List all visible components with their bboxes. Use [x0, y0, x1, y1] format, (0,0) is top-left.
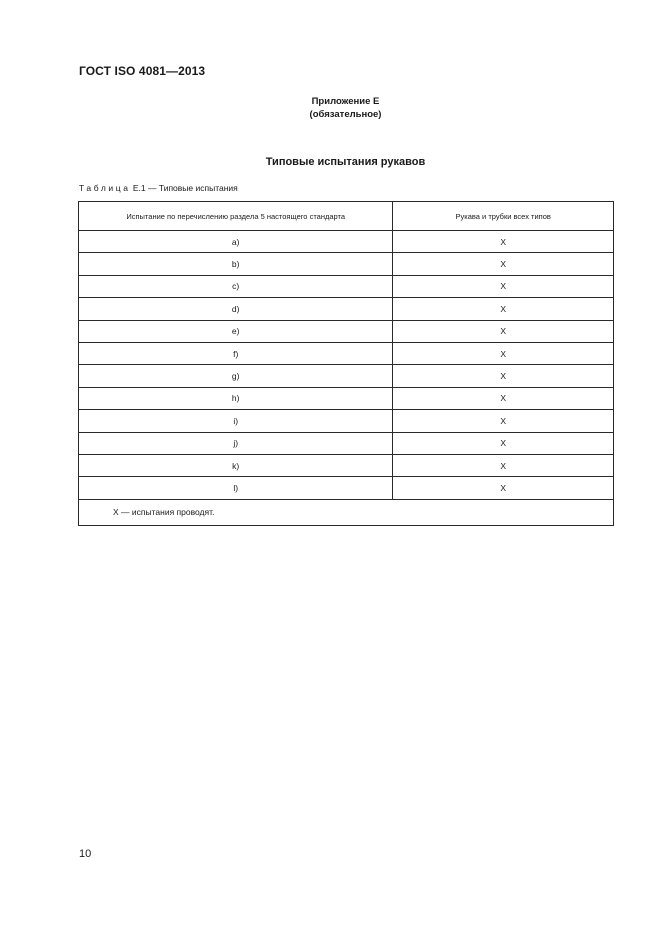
- test-clause-cell: f): [79, 342, 393, 364]
- test-clause-cell: d): [79, 298, 393, 320]
- applicability-cell: X: [393, 410, 614, 432]
- applicability-cell: X: [393, 298, 614, 320]
- table-note-row: [79, 499, 614, 525]
- test-clause-cell: g): [79, 365, 393, 387]
- test-clause-cell: k): [79, 454, 393, 476]
- table-row: [79, 342, 614, 364]
- table-header-row: [79, 202, 614, 231]
- applicability-cell: X: [393, 477, 614, 499]
- test-clause-cell: l): [79, 477, 393, 499]
- table-row: [79, 454, 614, 476]
- applicability-cell: X: [393, 365, 614, 387]
- applicability-cell: X: [393, 231, 614, 253]
- applicability-cell: X: [393, 387, 614, 409]
- test-clause-cell: i): [79, 410, 393, 432]
- table-note: X — испытания проводят.: [79, 499, 614, 525]
- annex-status: (обязательное): [309, 109, 382, 120]
- applicability-cell: X: [393, 320, 614, 342]
- applicability-cell: X: [393, 253, 614, 275]
- document-code: ГОСТ ISO 4081—2013: [79, 64, 206, 78]
- test-clause-cell: h): [79, 387, 393, 409]
- column-header-hose-types: Рукава и трубки всех типов: [393, 202, 614, 231]
- column-header-test-clause: Испытание по перечислению раздела 5 настоящего стандарта: [79, 202, 393, 231]
- table-caption-text: Е.1 — Типовые испытания: [130, 183, 238, 193]
- test-clause-cell: a): [79, 231, 393, 253]
- type-tests-table: [78, 201, 614, 526]
- test-clause-cell: c): [79, 275, 393, 297]
- applicability-cell: X: [393, 454, 614, 476]
- page-number: 10: [79, 848, 92, 860]
- table-row: [79, 320, 614, 342]
- section-title: Типовые испытания рукавов: [265, 156, 426, 168]
- table-row: [79, 275, 614, 297]
- annex-heading: [0, 95, 661, 121]
- applicability-cell: X: [393, 342, 614, 364]
- table-row: [79, 365, 614, 387]
- table-row: [79, 387, 614, 409]
- applicability-cell: X: [393, 432, 614, 454]
- table-row: [79, 231, 614, 253]
- test-clause-cell: e): [79, 320, 393, 342]
- table-row: [79, 253, 614, 275]
- test-clause-cell: b): [79, 253, 393, 275]
- table-row: [79, 298, 614, 320]
- applicability-cell: X: [393, 275, 614, 297]
- table-row: [79, 410, 614, 432]
- annex-title: Приложение Е: [311, 96, 380, 107]
- test-clause-cell: j): [79, 432, 393, 454]
- table-caption-label: Таблица: [79, 183, 131, 193]
- table-row: [79, 432, 614, 454]
- table-row: [79, 477, 614, 499]
- table-caption: [79, 183, 238, 193]
